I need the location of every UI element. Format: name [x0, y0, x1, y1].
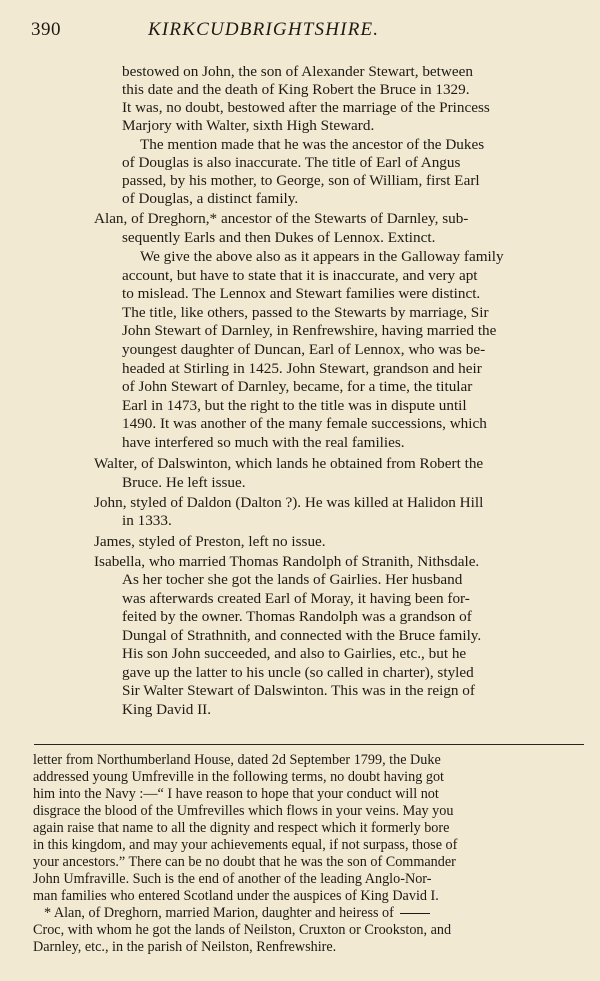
text-line: in 1333. [122, 512, 172, 529]
footnote-line: letter from Northumberland House, dated 2d September 1799, the Duke [33, 752, 441, 768]
text-line: of Douglas, a distinct family. [122, 190, 299, 207]
text-line: John Stewart of Darnley, in Renfrewshire, having married the [122, 322, 497, 339]
text-line: of Douglas is also inaccurate. The title of Earl of Angus [122, 154, 461, 171]
text-line: We give the above also as it appears in the Galloway family [140, 248, 504, 265]
text-line: King David II. [122, 701, 211, 718]
text-line: John, styled of Daldon (Dalton ?). He was killed at Halidon Hill [94, 494, 484, 511]
text-line: have interfered so much with the real families. [122, 434, 405, 451]
footnote-line: in this kingdom, and may your achievements equal, if not surpass, those of [33, 837, 458, 853]
text-line: headed at Stirling in 1425. John Stewart, grandson and heir [122, 360, 482, 377]
text-line: Alan, of Dreghorn,* ancestor of the Stewarts of Darnley, sub- [94, 210, 469, 227]
text-line: gave up the latter to his uncle (so called in charter), styled [122, 664, 474, 681]
text-line: Earl in 1473, but the right to the title was in dispute until [122, 397, 467, 414]
text-line: It was, no doubt, bestowed after the marriage of the Princess [122, 99, 490, 116]
footnote-line: John Umfraville. Such is the end of another of the leading Anglo-Nor- [33, 871, 432, 887]
text-line: sequently Earls and then Dukes of Lennox. Extinct. [122, 229, 436, 246]
text-line: James, styled of Preston, left no issue. [94, 533, 326, 550]
text-line: The mention made that he was the ancestor of the Dukes [140, 136, 485, 153]
footnote-line [44, 905, 430, 922]
footnote-line: again raise that name to all the dignity and respect which it formerly bore [33, 820, 450, 836]
text-line: 1490. It was another of the many female successions, which [122, 415, 487, 432]
text-line: passed, by his mother, to George, son of William, first Earl [122, 172, 480, 189]
footnote-line: disgrace the blood of the Umfrevilles which flows in your veins. May you [33, 803, 454, 819]
footnote-text: * Alan, of Dreghorn, married Marion, daughter and heiress of [44, 905, 394, 921]
text-line: youngest daughter of Duncan, Earl of Lennox, who was be- [122, 341, 486, 358]
footnote-line: Darnley, etc., in the parish of Neilston, Renfrewshire. [33, 939, 337, 955]
footnote-divider [34, 744, 584, 745]
page-number: 390 [31, 19, 61, 40]
text-line: bestowed on John, the son of Alexander Stewart, between [122, 63, 473, 80]
text-line: Dungal of Strathnith, and connected with the Bruce family. [122, 627, 482, 644]
text-line: was afterwards created Earl of Moray, it having been for- [122, 590, 470, 607]
text-line: feited by the owner. Thomas Randolph was a grandson of [122, 608, 472, 625]
text-line: Sir Walter Stewart of Dalswinton. This was in the reign of [122, 682, 475, 699]
running-head: KIRKCUDBRIGHTSHIRE. [148, 19, 380, 40]
text-line: this date and the death of King Robert the Bruce in 1329. [122, 81, 470, 98]
text-line: to mislead. The Lennox and Stewart families were distinct. [122, 285, 481, 302]
text-line: As her tocher she got the lands of Gairlies. Her husband [122, 571, 463, 588]
text-line: Isabella, who married Thomas Randolph of Stranith, Nithsdale. [94, 553, 480, 570]
text-line: account, but have to state that it is inaccurate, and very apt [122, 267, 478, 284]
text-line: Marjory with Walter, sixth High Steward. [122, 117, 375, 134]
footnote-line: man families who entered Scotland under the auspices of King David I. [33, 888, 439, 904]
footnote-line: addressed young Umfreville in the following terms, no doubt having got [33, 769, 444, 785]
text-line: of John Stewart of Darnley, became, for a time, the titular [122, 378, 473, 395]
text-line: Walter, of Dalswinton, which lands he obtained from Robert the [94, 455, 484, 472]
text-line: Bruce. He left issue. [122, 474, 246, 491]
footnote-line: Croc, with whom he got the lands of Neilston, Cruxton or Crookston, and [33, 922, 452, 938]
footnote-line: your ancestors.” There can be no doubt that he was the son of Commander [33, 854, 456, 870]
em-dash-rule [400, 913, 430, 914]
footnote-line: him into the Navy :—“ I have reason to hope that your conduct will not [33, 786, 439, 802]
text-line: The title, like others, passed to the Stewarts by marriage, Sir [122, 304, 489, 321]
text-line: His son John succeeded, and also to Gairlies, etc., but he [122, 645, 467, 662]
